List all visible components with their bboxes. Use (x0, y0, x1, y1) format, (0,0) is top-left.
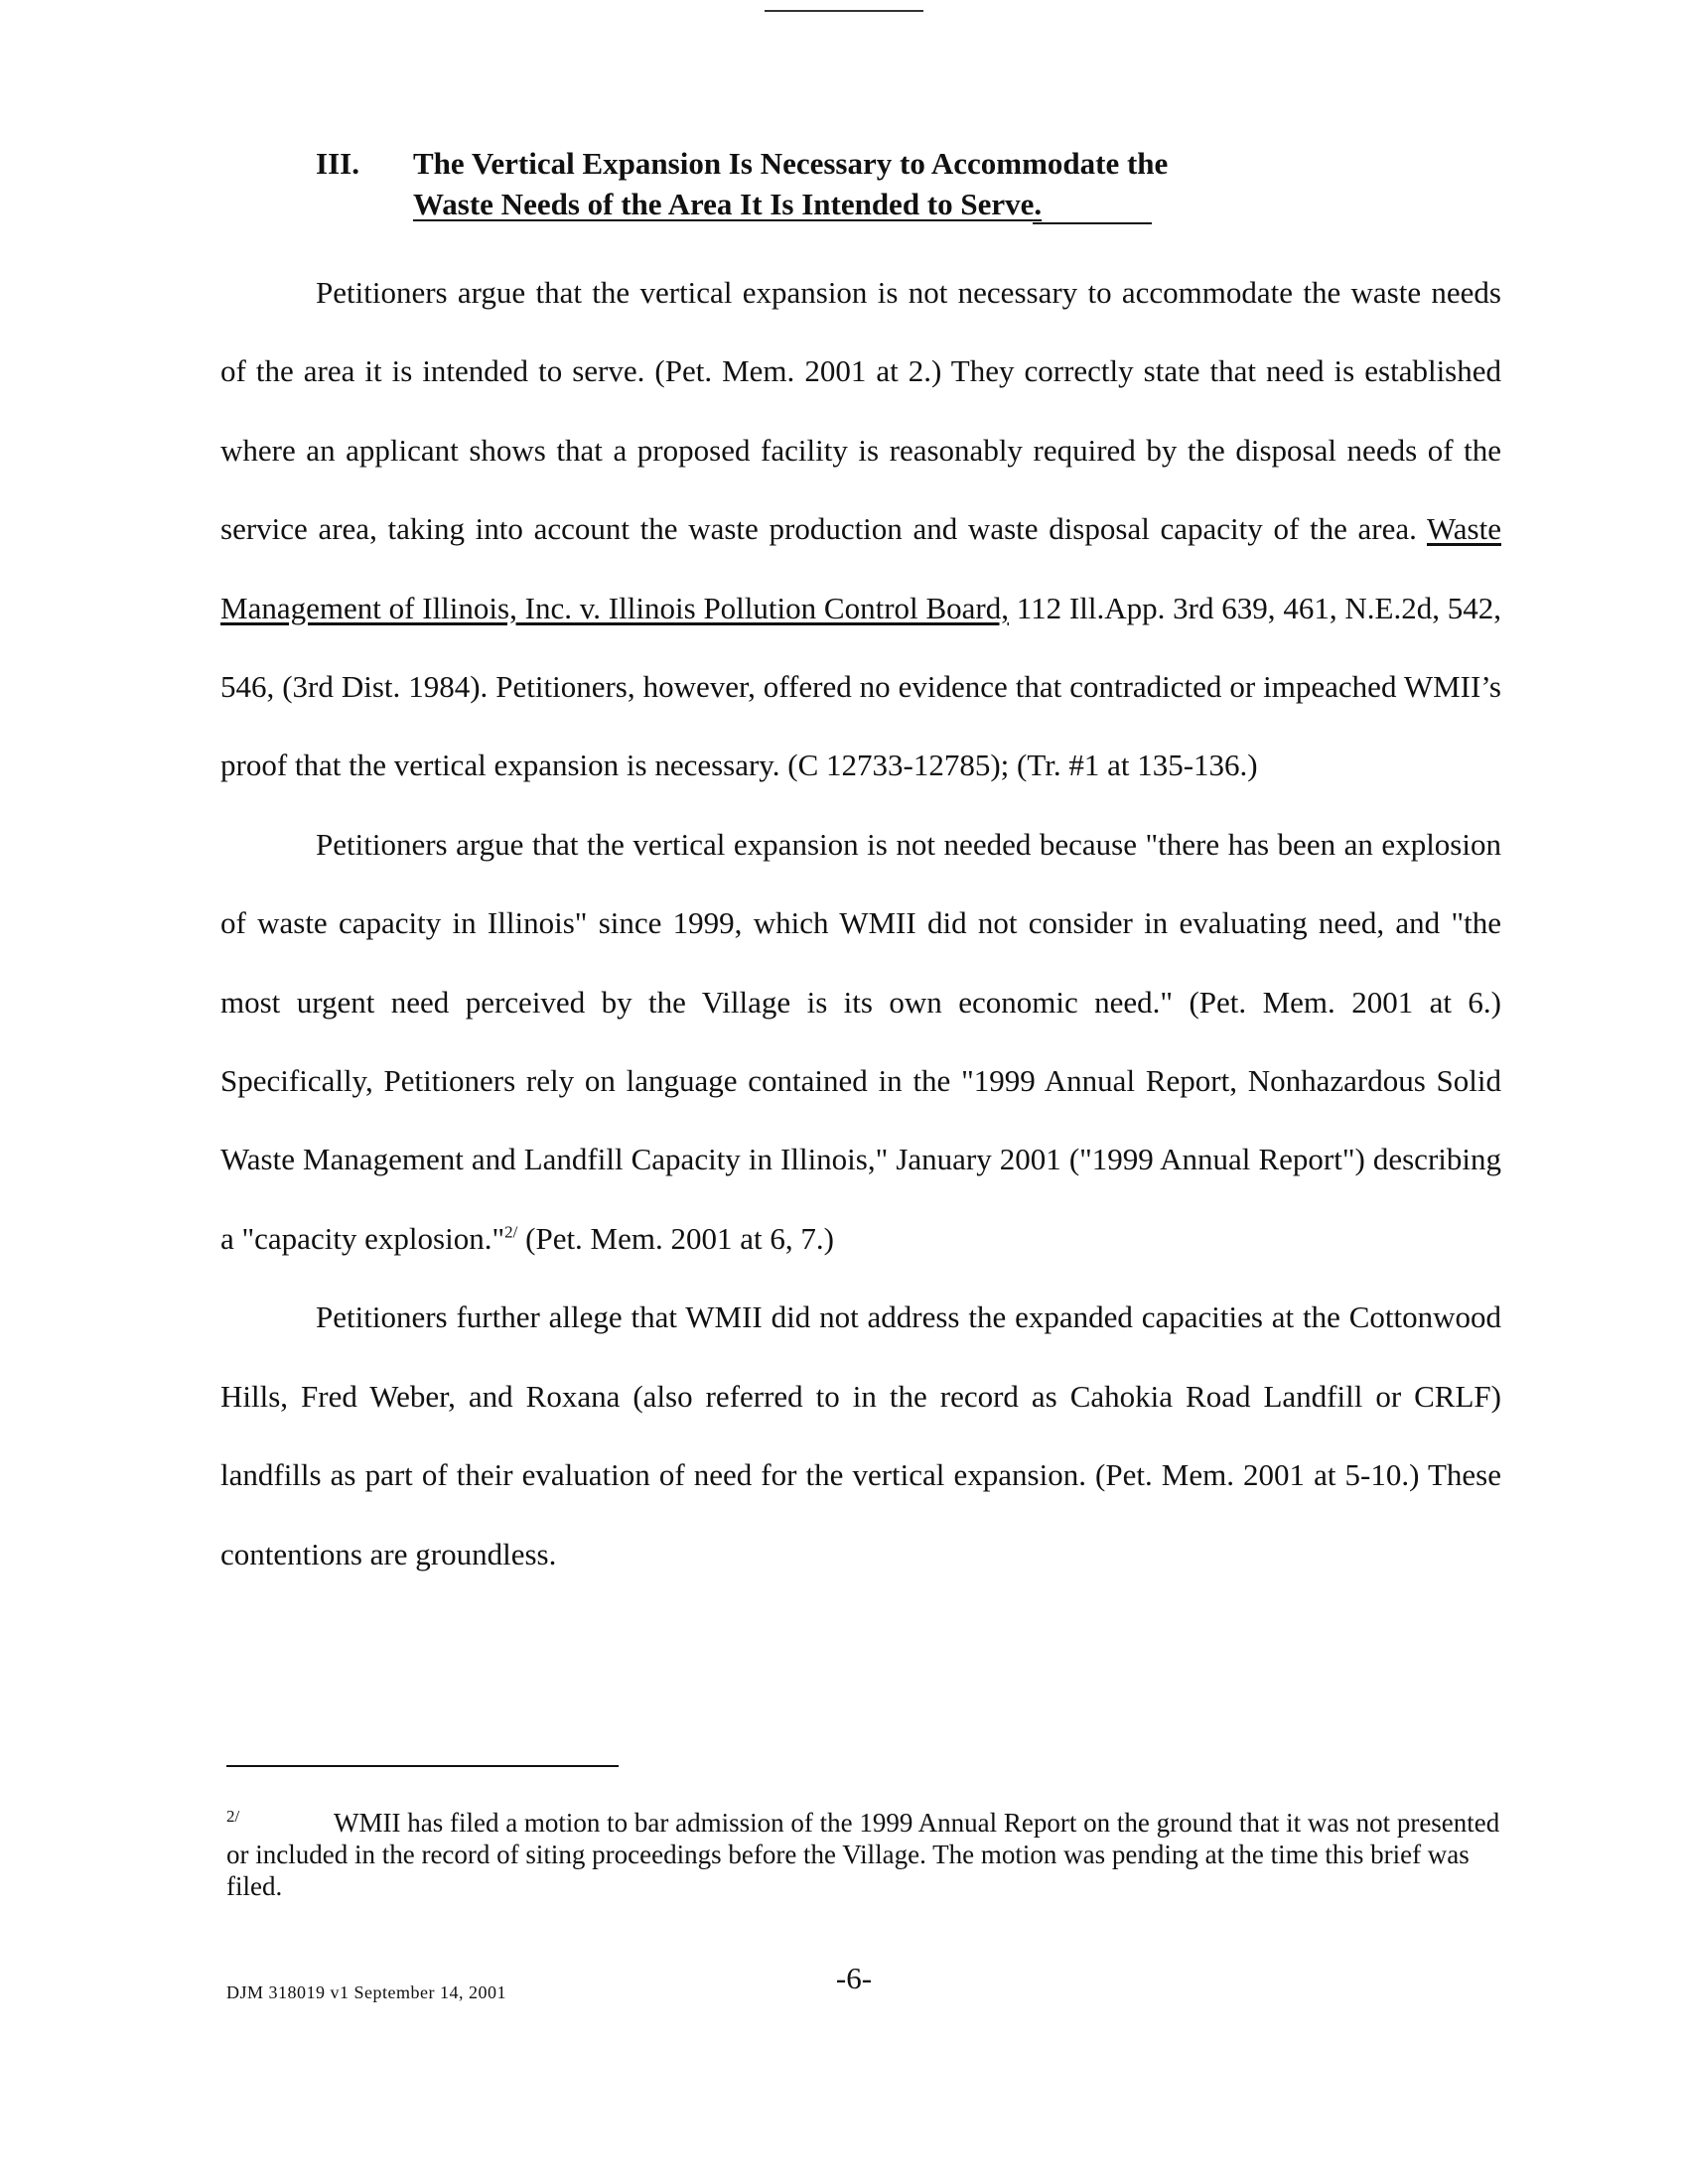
footnote-reference: 2/ (504, 1222, 518, 1242)
body-text (220, 253, 1501, 1593)
paragraph-2 (220, 805, 1501, 1278)
top-rule (765, 10, 923, 12)
case-citation: Waste Management of Illinois, Inc. v. Illinois Pollution Control Board, (220, 511, 1501, 625)
paragraph-2-text-b: (Pet. Mem. 2001 at 6, 7.) (517, 1220, 834, 1256)
paragraph-2-text-a: Petitioners argue that the vertical expansion is not needed because "there has been an explosion of waste capacity in Illinois" since 1999, which WMII did not consider in evaluating need, and "the most urgent need perceived by the Village is its own economic need." (Pet. Mem. 2001 at 6.) Specifically, Petitioners rely on language contained in the "1999 Annual Report, Nonhazardous Solid Waste Management and Landfill Capacity in Illinois," January 2001 ("1999 Annual Report") describing a "capacity explosion." (220, 826, 1501, 1256)
footnote: 2/ WMII has filed a motion to bar admission of the 1999 Annual Report on the ground that it was not presented or included in the record of siting proceedings before the Village. The motion was pending at the time this brief was filed. (226, 1807, 1500, 1901)
footnote-separator (226, 1765, 619, 1767)
footnote-text: WMII has filed a motion to bar admission of the 1999 Annual Report on the ground that it was not presented or included in the record of siting proceedings before the Village. The motion was pending at the time this brief was filed. (226, 1808, 1500, 1901)
page-number: -6- (835, 1961, 873, 1995)
paragraph-1 (220, 253, 1501, 805)
paragraph-3: Petitioners further allege that WMII did not address the expanded capacities at the Cottonwood Hills, Fred Weber, and Roxana (also referred to in the record as Cahokia Road Landfill or CRLF) landfills as part of their evaluation of need for the vertical expansion. (Pet. Mem. 2001 at 5-10.) These contentions are groundless. (220, 1299, 1501, 1571)
section-title (413, 143, 1267, 224)
section-title-line-2: Waste Needs of the Area It Is Intended to Serve. (413, 187, 1043, 221)
paragraph-1-text-a: Petitioners argue that the vertical expansion is not necessary to accommodate the waste needs of the area it is intended to serve. (Pet. Mem. 2001 at 2.) They correctly state that need is established where an applicant shows that a proposed facility is reasonably required by the disposal needs of the service area, taking into account the waste production and waste disposal capacity of the area. (220, 275, 1501, 547)
section-number: III. (316, 146, 359, 181)
paragraph-1-text-b: 112 Ill.App. 3rd 639, 461, N.E.2d, 542, 546, (3rd Dist. 1984). Petitioners, however, offered no evidence that contradicted or impeached WMII’s proof that the vertical expansion is necessary. (C 12733-12785); (Tr. #1 at 135-136.) (220, 590, 1502, 783)
heading-trailing-rule (1033, 222, 1152, 224)
section-title-line-1: The Vertical Expansion Is Necessary to Accommodate the (413, 146, 1169, 181)
document-id: DJM 318019 v1 September 14, 2001 (226, 1982, 506, 2002)
